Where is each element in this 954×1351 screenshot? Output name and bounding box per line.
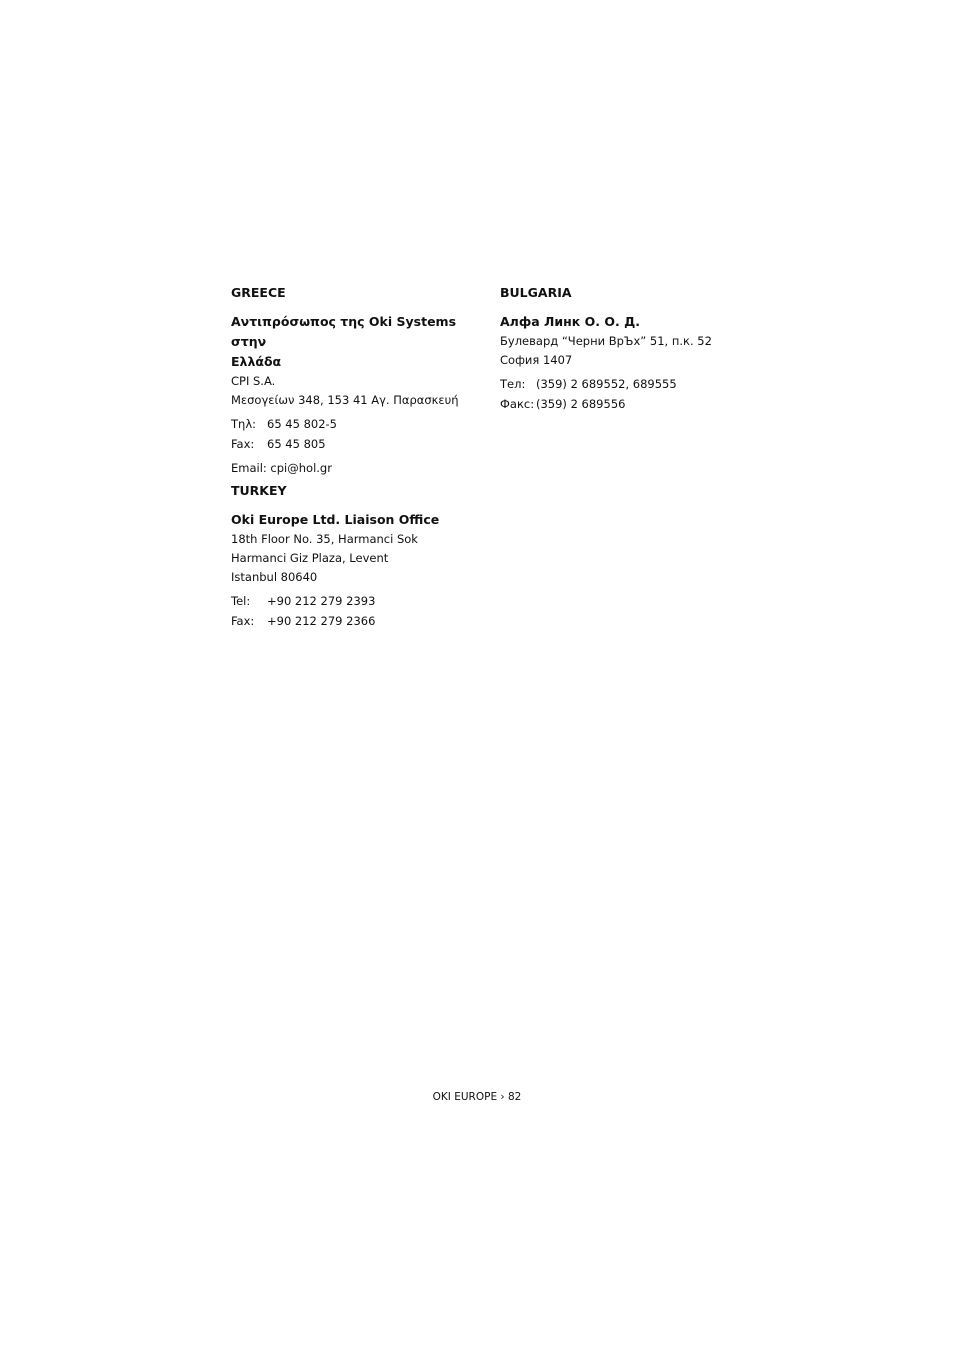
bulgaria-fax-label: Факс: <box>500 396 535 411</box>
greece-company-line2: Ελλάδα <box>231 354 282 369</box>
turkey-address-line: Istanbul 80640 <box>231 570 318 584</box>
turkey-fax-row <box>231 612 471 632</box>
bulgaria-section <box>500 284 740 414</box>
turkey-heading: TURKEY <box>231 483 287 498</box>
turkey-phone-value: +90 212 279 2393 <box>267 594 376 608</box>
bulgaria-phone-label: Тел: <box>500 377 526 391</box>
bulgaria-address-line: Булевард “Черни ВрЪх” 51, п.к. 52 <box>500 334 712 348</box>
greece-fax-row <box>231 435 471 455</box>
turkey-fax-label: Fax: <box>231 613 255 628</box>
greece-address-line: Μεσογείων 348, 153 41 Αγ. Παρασκευή <box>231 393 459 407</box>
bulgaria-address-line: София 1407 <box>500 353 573 367</box>
greece-email: Email: cpi@hol.gr <box>231 461 332 475</box>
bulgaria-company: Алфа Линк О. О. Д. <box>500 314 640 329</box>
greece-phone-value: 65 45 802-5 <box>267 417 337 431</box>
turkey-phone-label: Tel: <box>231 594 251 608</box>
greece-company-line1: Αντιπρόσωπος της Oki Systems στην <box>231 314 457 349</box>
turkey-address-line: 18th Floor No. 35, Harmanci Sok <box>231 532 418 546</box>
greece-heading: GREECE <box>231 285 286 300</box>
bulgaria-phone-value: (359) 2 689552, 689555 <box>536 377 677 391</box>
greece-phone-row <box>231 415 471 435</box>
greece-section <box>231 284 471 478</box>
greece-fax-value: 65 45 805 <box>267 436 326 451</box>
greece-fax-label: Fax: <box>231 436 255 451</box>
turkey-address-line: Harmanci Giz Plaza, Levent <box>231 551 389 565</box>
turkey-fax-value: +90 212 279 2366 <box>267 613 376 628</box>
bulgaria-heading: BULGARIA <box>500 285 572 300</box>
turkey-company: Oki Europe Ltd. Liaison Office <box>231 512 440 527</box>
greece-phone-label: Τηλ: <box>231 417 256 431</box>
turkey-phone-row <box>231 592 471 612</box>
bulgaria-phone-row <box>500 375 740 395</box>
bulgaria-fax-value: (359) 2 689556 <box>536 396 626 411</box>
bulgaria-fax-row <box>500 395 740 415</box>
page-footer: OKI EUROPE › 82 <box>432 1091 522 1103</box>
greece-address-line: CPI S.A. <box>231 374 276 388</box>
turkey-section <box>231 482 471 631</box>
